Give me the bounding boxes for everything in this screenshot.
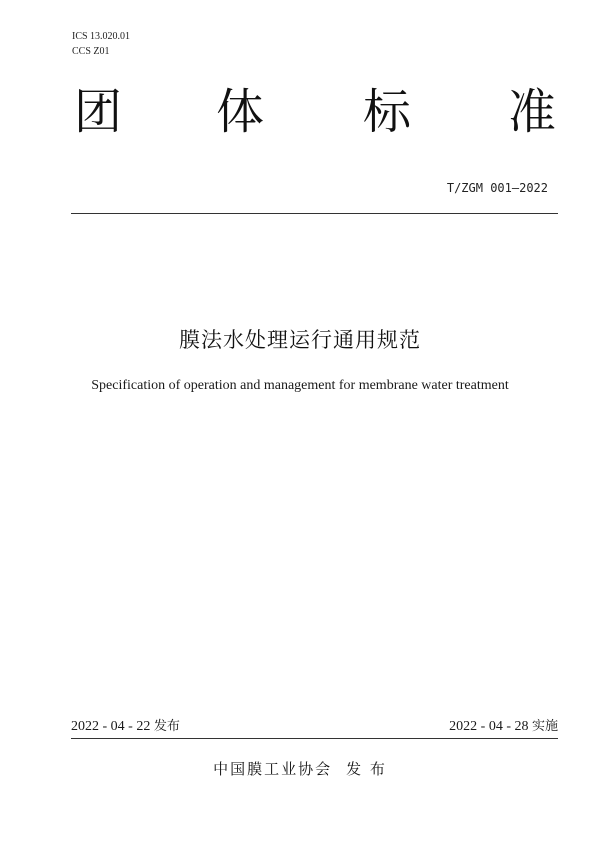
top-divider [71, 213, 558, 214]
standard-number: T/ZGM 001—2022 [446, 181, 548, 195]
doc-type-char-2: 体 [216, 84, 265, 140]
english-title: Specification of operation and management for membrane water treatment [91, 378, 509, 393]
issue-date-label: 发布 [153, 719, 180, 734]
issuing-organization [0, 759, 600, 779]
implementation-date-label: 实施 [531, 719, 558, 734]
ics-code: ICS 13.020.01 [72, 31, 131, 42]
doc-type-char-4: 准 [508, 84, 557, 140]
chinese-title: 膜法水处理运行通用规范 [179, 328, 421, 352]
implementation-date-value: 2022 - 04 - 28 [449, 719, 529, 734]
doc-type-char-3: 标 [363, 84, 412, 140]
issue-date-value: 2022 - 04 - 22 [71, 719, 151, 734]
implementation-date [449, 718, 558, 736]
doc-type-char-1: 团 [74, 84, 123, 140]
issuer-action: 发 布 [346, 760, 387, 778]
issuer-name: 中国膜工业协会 [213, 760, 333, 778]
ccs-code: CCS Z01 [72, 46, 110, 57]
issue-date [71, 718, 180, 736]
bottom-divider [71, 738, 558, 739]
